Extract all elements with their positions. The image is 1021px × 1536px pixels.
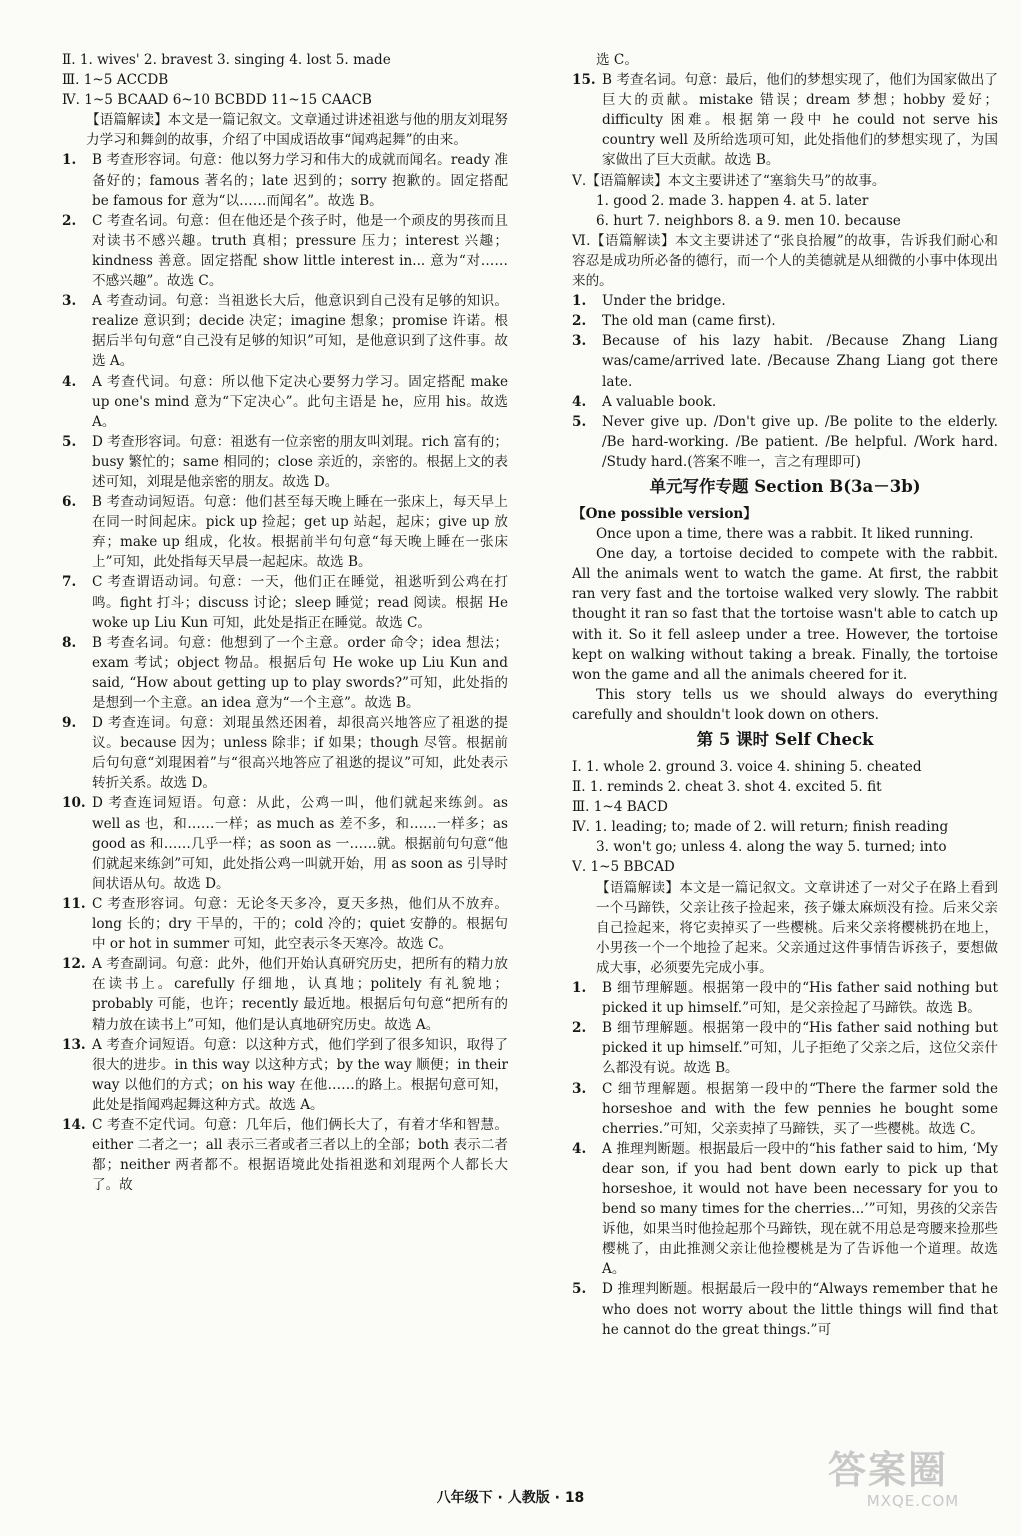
answer-item [572, 1079, 998, 1139]
item-text: A 考查介词短语。句意：以这种方式，他们学到了很多知识，取得了很大的进步。in this way 以这种方式；by the way 顺便；in their way 以他们的方式；on his way 在他……的路上。根据句意可知，此处是指闻鸡起舞这种方式。故选 A。 [92, 1036, 508, 1113]
answer-item [62, 432, 508, 492]
item-text: D 考查连词。句意：刘琨虽然还困着，却很高兴地答应了祖逖的提议。because 因为；unless 除非；if 如果；though 尽管。根据前后句句意“刘琨困着”与“很高兴地答应了祖逖的提议”可知，此处表示转折关系。故选 D。 [92, 715, 508, 792]
answer-line: 1. good 2. made 3. happen 4. at 5. later [596, 192, 869, 209]
answer-line: Ⅳ. 1. leading; to; made of 2. will return; finish reading [572, 819, 949, 836]
item-number: 14. [62, 1116, 86, 1133]
answer-item [572, 392, 998, 412]
answer-item [572, 70, 998, 170]
item-text: C 考查形容词。句意：无论冬天多冷，夏天多热，他们从不放弃。long 长的；dry 干旱的，干的；cold 冷的；quiet 安静的。根据句中 or hot in summer 可知，此空表示冬天寒冷。故选 C。 [92, 895, 508, 953]
item-number: 3. [572, 1080, 587, 1097]
item-text: B 考查形容词。句意：他以努力学习和伟大的成就而闻名。ready 准备好的；famous 著名的；late 迟到的；sorry 抱歉的。固定搭配 be famous for 意为“以……而闻名”。故选 B。 [92, 152, 508, 209]
answer-line: Ⅵ.【语篇解读】本文主要讲述了“张良拾履”的故事，告诉我们耐心和容忍是成功所必备的德行，而一个人的美德就是从细微的小事中体现出来的。 [572, 232, 998, 290]
item-number: 11. [62, 895, 86, 912]
answer-item [572, 1018, 998, 1078]
item-number: 5. [572, 413, 587, 430]
item-text: C 考查名词。句意：但在他还是个孩子时，他是一个顽皮的男孩而且对读书不感兴趣。truth 真相；pressure 压力；interest 兴趣；kindness 善意。固定搭配 show little interest in... 意为“对……不感兴趣”。故选 C。 [92, 212, 508, 290]
item-number: 4. [572, 393, 587, 410]
passage-analysis: 【语篇解读】本文是一篇记叙文。文章讲述了一对父子在路上看到一个马蹄铁，父亲让孩子捡起来，孩子嫌太麻烦没有捡。后来父亲自己捡起来，将它卖掉买了一些樱桃。后来父亲将樱桃扔在地上，小男孩一个一个地捡了起来。父亲通过这件事情告诉孩子，要想做成大事，必须要先完成小事。 [596, 879, 998, 976]
page-footer: 八年级下 · 人教版 · 18 [436, 1490, 585, 1506]
answer-item [572, 1139, 998, 1280]
item-number: 1. [572, 980, 587, 997]
item-text: A 考查副词。句意：此外，他们开始认真研究历史，把所有的精力放在读书上。carefully 仔细地，认真地；politely 有礼貌地；probably 可能，也许；recently 最近地。根据后句句意“把所有的精力放在读书上”可知，他们是认真地研究历史。故选 A。 [92, 956, 508, 1033]
item-number: 4. [572, 1140, 587, 1157]
item-number: 9. [62, 715, 77, 732]
answer-item [62, 1035, 508, 1115]
item-text: A 考查代词。句意：所以他下定决心要努力学习。固定搭配 make up one's mind 意为“下定决心”。此句主语是 he，应用 his。故选 A。 [92, 373, 508, 430]
right-column [572, 50, 998, 1340]
item-text: B 考查动词短语。句意：他们甚至每天晚上睡在一张床上，每天早上在同一时间起床。pick up 捡起；get up 站起，起床；give up 放弃；make up 组成，化妆。根据前半句句意“每天晚上睡在一张床上”可知，此处指每天早晨一起起床。故选 B。 [92, 494, 508, 571]
watermark-url: MXQE.COM [866, 1492, 960, 1510]
item-text: B 细节理解题。根据第一段中的“His father said nothing but picked it up himself.”可知，是父亲捡起了马蹄铁。故选 B。 [602, 980, 998, 1017]
item-text: A 考查动词。句意：当祖逖长大后，他意识到自己没有足够的知识。realize 意识到；decide 决定；imagine 想象；promise 许诺。根据后半句句意“自己没有足够的知识”可知，是他意识到了这件事。故选 A。 [92, 293, 508, 370]
item-number: 4. [62, 373, 77, 390]
section-heading: 第 5 课时 Self Check [696, 730, 874, 749]
continued-text: 选 C。 [596, 52, 638, 68]
item-number: 12. [62, 956, 86, 973]
section-heading: 单元写作专题 Section B(3a－3b) [649, 476, 921, 496]
answer-line: Ⅴ.【语篇解读】本文主要讲述了“塞翁失马”的故事。 [572, 172, 886, 189]
passage-analysis: 【语篇解读】本文是一篇记叙文。文章通过讲述祖逖与他的朋友刘琨努力学习和舞剑的故事，介绍了中国成语故事“闻鸡起舞”的由来。 [86, 112, 508, 149]
answer-line: Ⅲ. 1~5 ACCDB [62, 72, 169, 89]
essay-paragraph: This story tells us we should always do everything carefully and shouldn't look down on others. [572, 686, 998, 723]
item-text: B 细节理解题。根据第一段中的“His father said nothing but picked it up himself.”可知，儿子拒绝了父亲之后，这位父亲什么都没有说。故选 B。 [602, 1020, 998, 1077]
answer-item [62, 713, 508, 793]
answer-item [62, 572, 508, 632]
answer-item [62, 150, 508, 210]
answer-item [62, 1115, 508, 1195]
item-text: D 考查形容词。句意：祖逖有一位亲密的朋友叫刘琨。rich 富有的；busy 繁忙的；same 相同的；close 亲近的，亲密的。根据上文的表述可知，刘琨是他亲密的朋友。故选 D。 [92, 433, 508, 490]
item-text: Never give up. /Don't give up. /Be polite to the elderly. /Be hard-working. /Be patient. /Be helpful. /Work hard. /Study hard.(答案不唯一，言之有理即可) [602, 413, 998, 470]
item-text: Under the bridge. [602, 293, 726, 310]
item-number: 1. [572, 293, 587, 310]
item-number: 2. [572, 313, 587, 330]
answer-line: 3. won't go; unless 4. along the way 5. turned; into [596, 839, 947, 856]
answer-line: Ⅲ. 1~4 BACD [572, 799, 668, 816]
item-text: The old man (came first). [602, 313, 776, 330]
item-number: 7. [62, 574, 77, 591]
answer-item [572, 1279, 998, 1339]
essay-paragraph: Once upon a time, there was a rabbit. It liked running. [596, 526, 974, 543]
item-text: A 推理判断题。根据最后一段中的“his father said to him, ‘My dear son, if you had bent down early to pick up that horseshoe, it would not have been necessary for you to bend so many times for the cherries...’”可知，男孩的父亲告诉他，如果当时他捡起那个马蹄铁，现在就不用总是弯腰来捡那些樱桃了，由此推测父亲让他捡樱桃是为了告诉他一个道理。故选 A。 [602, 1140, 998, 1278]
answer-item [62, 793, 508, 893]
answer-item [572, 311, 998, 331]
item-text: C 考查不定代词。句意：几年后，他们俩长大了，有着才华和智慧。either 二者之一；all 表示三者或者三者以上的全部；both 表示二者都；neither 两者都不。根据语境此处指祖逖和刘琨两个人都长大了。故 [92, 1116, 508, 1194]
item-text: A valuable book. [602, 393, 717, 410]
answer-item [62, 633, 508, 713]
item-number: 5. [572, 1281, 587, 1298]
item-number: 6. [62, 494, 77, 511]
answer-item [62, 954, 508, 1034]
answer-line: Ⅱ. 1. reminds 2. cheat 3. shot 4. excited 5. fit [572, 779, 882, 796]
item-number: 2. [572, 1020, 587, 1037]
item-number: 13. [62, 1036, 86, 1053]
essay-paragraph: One day, a tortoise decided to compete with the rabbit. All the animals went to watch the game. At first, the rabbit ran very fast and the tortoise walked very slowly. The rabbit thought it ran so fast that the tortoise wasn't able to catch up with it. So it fell asleep under a tree. However, the tortoise kept on walking without taking a break. Finally, the tortoise won the game and all the animals cheered for it. [572, 546, 998, 683]
item-text: D 考查连词短语。句意：从此，公鸡一叫，他们就起来练剑。as well as 也，和……一样；as much as 差不多，和……一样多；as good as 和……几乎一样；as soon as 一……就。根据前句句意“他们就起来练剑”可知，此处指公鸡一叫就开始，用 as soon as 引导时间状语从句。故选 D。 [92, 795, 508, 892]
item-text: Because of his lazy habit. /Because Zhang Liang was/came/arrived late. /Because Zhang Liang got there late. [602, 333, 998, 390]
item-text: C 细节理解题。根据第一段中的“There the farmer sold the horseshoe and with the few pennies he bought some cherries.”可知，父亲卖掉了马蹄铁，买了一些樱桃。故选 C。 [602, 1080, 998, 1137]
answer-item [62, 894, 508, 954]
answer-line: Ⅴ. 1~5 BBCAD [572, 859, 675, 876]
item-number: 3. [62, 293, 77, 310]
answer-item [62, 492, 508, 572]
answer-item [62, 372, 508, 432]
answer-item [62, 211, 508, 291]
answer-item [572, 978, 998, 1018]
item-number: 8. [62, 634, 77, 651]
left-column [62, 50, 508, 1195]
answer-item [572, 331, 998, 391]
answer-line: Ⅰ. 1. whole 2. ground 3. voice 4. shining 5. cheated [572, 759, 922, 775]
item-text: D 推理判断题。根据最后一段中的“Always remember that he who does not worry about the little things will find that he cannot do the great things.”可 [602, 1281, 998, 1338]
version-label: 【One possible version】 [572, 505, 757, 522]
item-number: 15. [572, 72, 596, 89]
item-text: C 考查谓语动词。句意：一天，他们正在睡觉，祖逖听到公鸡在打鸣。fight 打斗；discuss 讨论；sleep 睡觉；read 阅读。根据 He woke up Liu Kun 可知，此处是指正在睡觉。故选 C。 [92, 574, 508, 631]
item-number: 5. [62, 433, 77, 450]
answer-item [572, 291, 998, 311]
item-text: B 考查名词。句意：最后，他们的梦想实现了，他们为国家做出了巨大的贡献。mistake 错误；dream 梦想；hobby 爱好；difficulty 困难。根据第一段中 he could not serve his country well 及所给选项可知，此处指他们的梦想实现了，为国家做出了巨大贡献。故选 B。 [602, 72, 998, 169]
answer-item [572, 412, 998, 472]
watermark-text: 答案圈 [828, 1448, 949, 1492]
answer-line: Ⅳ. 1~5 BCAAD 6~10 BCBDD 11~15 CAACB [62, 92, 372, 109]
item-number: 2. [62, 212, 77, 229]
item-text: B 考查名词。句意：他想到了一个主意。order 命令；idea 想法；exam 考试；object 物品。根据后句 He woke up Liu Kun and said, “How about getting up to play swords?”可知，此处指的是想到一个主意。an idea 意为“一个主意”。故选 B。 [92, 634, 508, 711]
item-number: 3. [572, 333, 587, 350]
item-number: 1. [62, 152, 77, 169]
item-number: 10. [62, 795, 86, 812]
answer-item [62, 291, 508, 371]
answer-line: 6. hurt 7. neighbors 8. a 9. men 10. because [596, 212, 901, 229]
watermark-logo [828, 1448, 998, 1526]
answer-line: Ⅱ. 1. wives' 2. bravest 3. singing 4. lost 5. made [62, 52, 391, 68]
